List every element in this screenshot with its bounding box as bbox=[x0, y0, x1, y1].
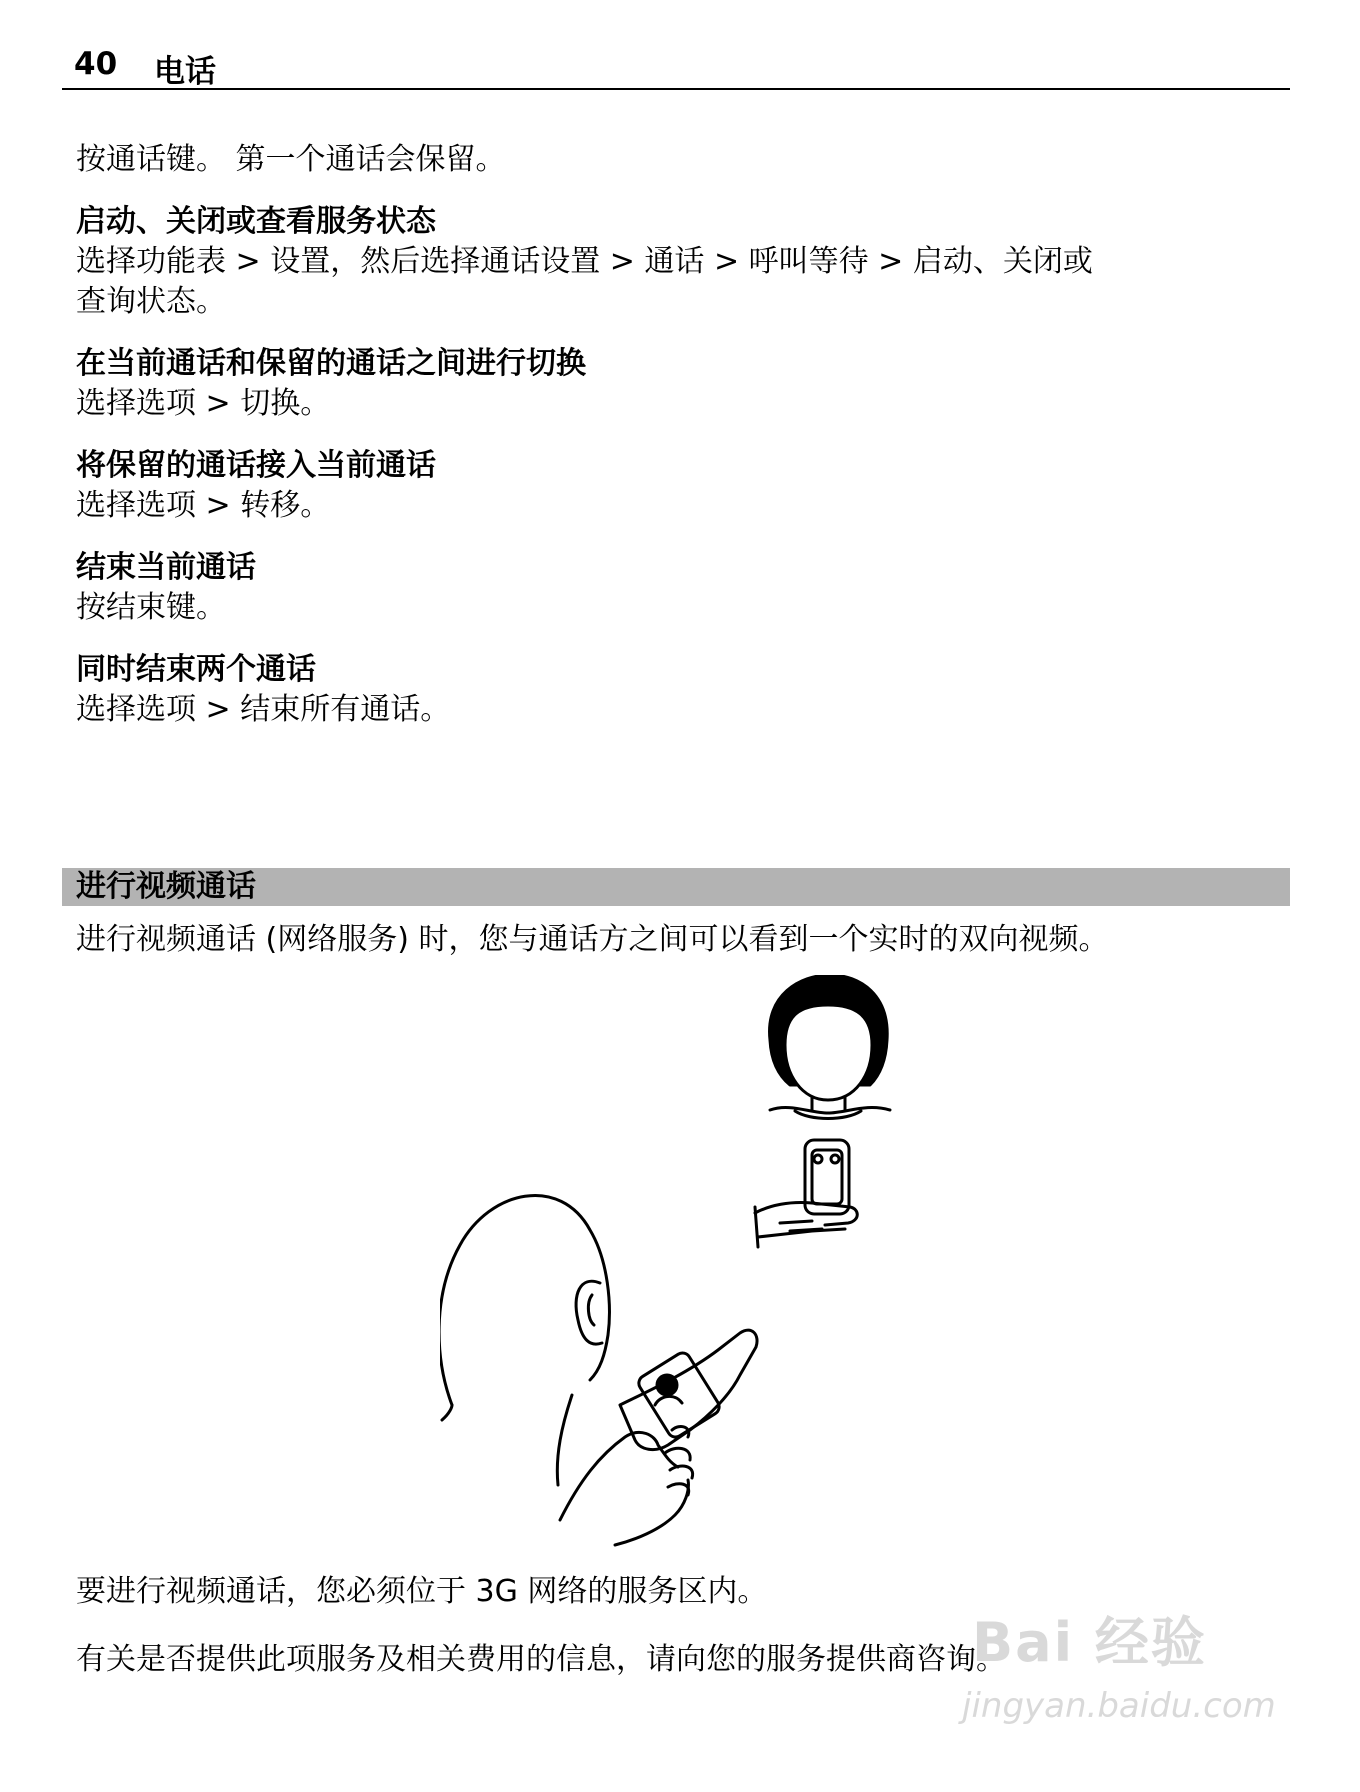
section-service-status bbox=[76, 202, 1286, 322]
main-content bbox=[76, 140, 1286, 752]
intro-block bbox=[76, 140, 1286, 180]
video-call-title: 进行视频通话 bbox=[76, 869, 256, 904]
baidu-watermark bbox=[962, 1600, 1282, 1750]
section-end-both bbox=[76, 650, 1286, 730]
section-text: 查询状态。 bbox=[76, 284, 226, 319]
intro-line: 按通话键。 第一个通话会保留。 bbox=[76, 142, 506, 177]
local-person-head-icon bbox=[440, 1195, 609, 1485]
section-text: 选择选项 > 切换。 bbox=[76, 386, 331, 421]
section-heading: 将保留的通话接入当前通话 bbox=[76, 448, 436, 483]
video-call-section-bar bbox=[62, 868, 1290, 906]
section-switch-calls bbox=[76, 344, 1286, 424]
local-phone-icon bbox=[560, 1330, 757, 1545]
section-heading: 启动、关闭或查看服务状态 bbox=[76, 204, 436, 239]
section-text: 选择选项 > 转移。 bbox=[76, 488, 331, 523]
section-text: 按结束键。 bbox=[76, 590, 226, 625]
video-call-service-info: 有关是否提供此项服务及相关费用的信息，请向您的服务提供商咨询。 bbox=[76, 1642, 1006, 1677]
chapter-title: 电话 bbox=[154, 54, 216, 90]
section-heading: 在当前通话和保留的通话之间进行切换 bbox=[76, 346, 586, 381]
video-call-3g-note: 要进行视频通话，您必须位于 3G 网络的服务区内。 bbox=[76, 1574, 768, 1609]
page-header bbox=[62, 40, 1290, 90]
remote-phone-icon bbox=[755, 1140, 857, 1247]
video-call-intro: 进行视频通话 (网络服务) 时，您与通话方之间可以看到一个实时的双向视频。 bbox=[76, 922, 1109, 957]
watermark-url: jingyan.baidu.com bbox=[962, 1686, 1276, 1726]
section-end-current bbox=[76, 548, 1286, 628]
page-number: 40 bbox=[74, 46, 118, 82]
section-text: 选择选项 > 结束所有通话。 bbox=[76, 692, 451, 727]
remote-person-icon bbox=[770, 975, 890, 1119]
section-text: 选择功能表 > 设置，然后选择通话设置 > 通话 > 呼叫等待 > 启动、关闭或 bbox=[76, 244, 1093, 279]
section-heading: 同时结束两个通话 bbox=[76, 652, 316, 687]
section-heading: 结束当前通话 bbox=[76, 550, 256, 585]
watermark-logo: Bai 经验 bbox=[972, 1611, 1207, 1674]
section-transfer bbox=[76, 446, 1286, 526]
video-call-illustration bbox=[440, 975, 920, 1555]
